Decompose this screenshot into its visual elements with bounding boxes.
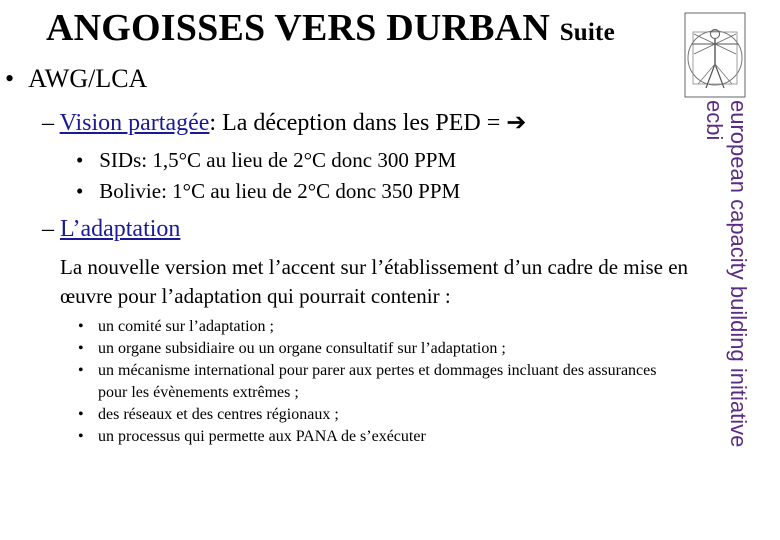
dash-marker: – — [42, 216, 54, 242]
adaptation-list — [78, 316, 688, 448]
list-item: • des réseaux et des centres régionaux ; — [78, 404, 688, 426]
list-item: • un comité sur l’adaptation ; — [78, 316, 688, 338]
vision-rest: : La déception dans les PED = — [209, 110, 507, 136]
sidebar-line-2: ecbi — [702, 100, 727, 141]
vision-item-text: SIDs: 1,5°C au lieu de 2°C donc 300 PPM — [99, 148, 457, 172]
bullet-marker: • — [5, 64, 15, 93]
sidebar-vertical-text — [698, 100, 750, 520]
list-item: • un organe subsidiaire ou un organe consultatif sur l’adaptation ; — [78, 338, 688, 360]
list-item: • un mécanisme international pour parer aux pertes et dommages incluant des assurances pour les évènements extrêmes ; — [78, 360, 688, 404]
slide-title — [46, 6, 615, 50]
vision-item — [76, 179, 460, 204]
awg-lca-label: AWG/LCA — [28, 64, 148, 93]
vitruvian-man-icon — [684, 12, 746, 98]
adaptation-paragraph: La nouvelle version met l’accent sur l’établissement d’un cadre de mise en œuvre pour l’adaptation qui pourrait contenir : — [60, 255, 689, 308]
title-main: ANGOISSES VERS DURBAN — [46, 7, 550, 49]
bullet-marker: • — [76, 179, 84, 203]
bullet-marker: • — [76, 148, 84, 172]
title-suffix: Suite — [559, 19, 615, 46]
vision-item-text: Bolivie: 1°C au lieu de 2°C donc 350 PPM — [99, 179, 461, 203]
list-item: • un processus qui permette aux PANA de s’exécuter — [78, 426, 688, 448]
dash-marker: – — [42, 110, 54, 136]
vision-label: Vision partagée — [59, 110, 210, 136]
right-arrow-icon: ➔ — [506, 110, 527, 136]
vision-item — [76, 148, 456, 173]
sidebar-line-1: european capacity building initiative — [726, 100, 751, 448]
adaptation-label: L’adaptation — [60, 216, 181, 242]
bullet-awg-lca — [5, 64, 147, 94]
sub-bullet-vision — [42, 108, 526, 137]
sub-bullet-adaptation — [42, 216, 180, 243]
